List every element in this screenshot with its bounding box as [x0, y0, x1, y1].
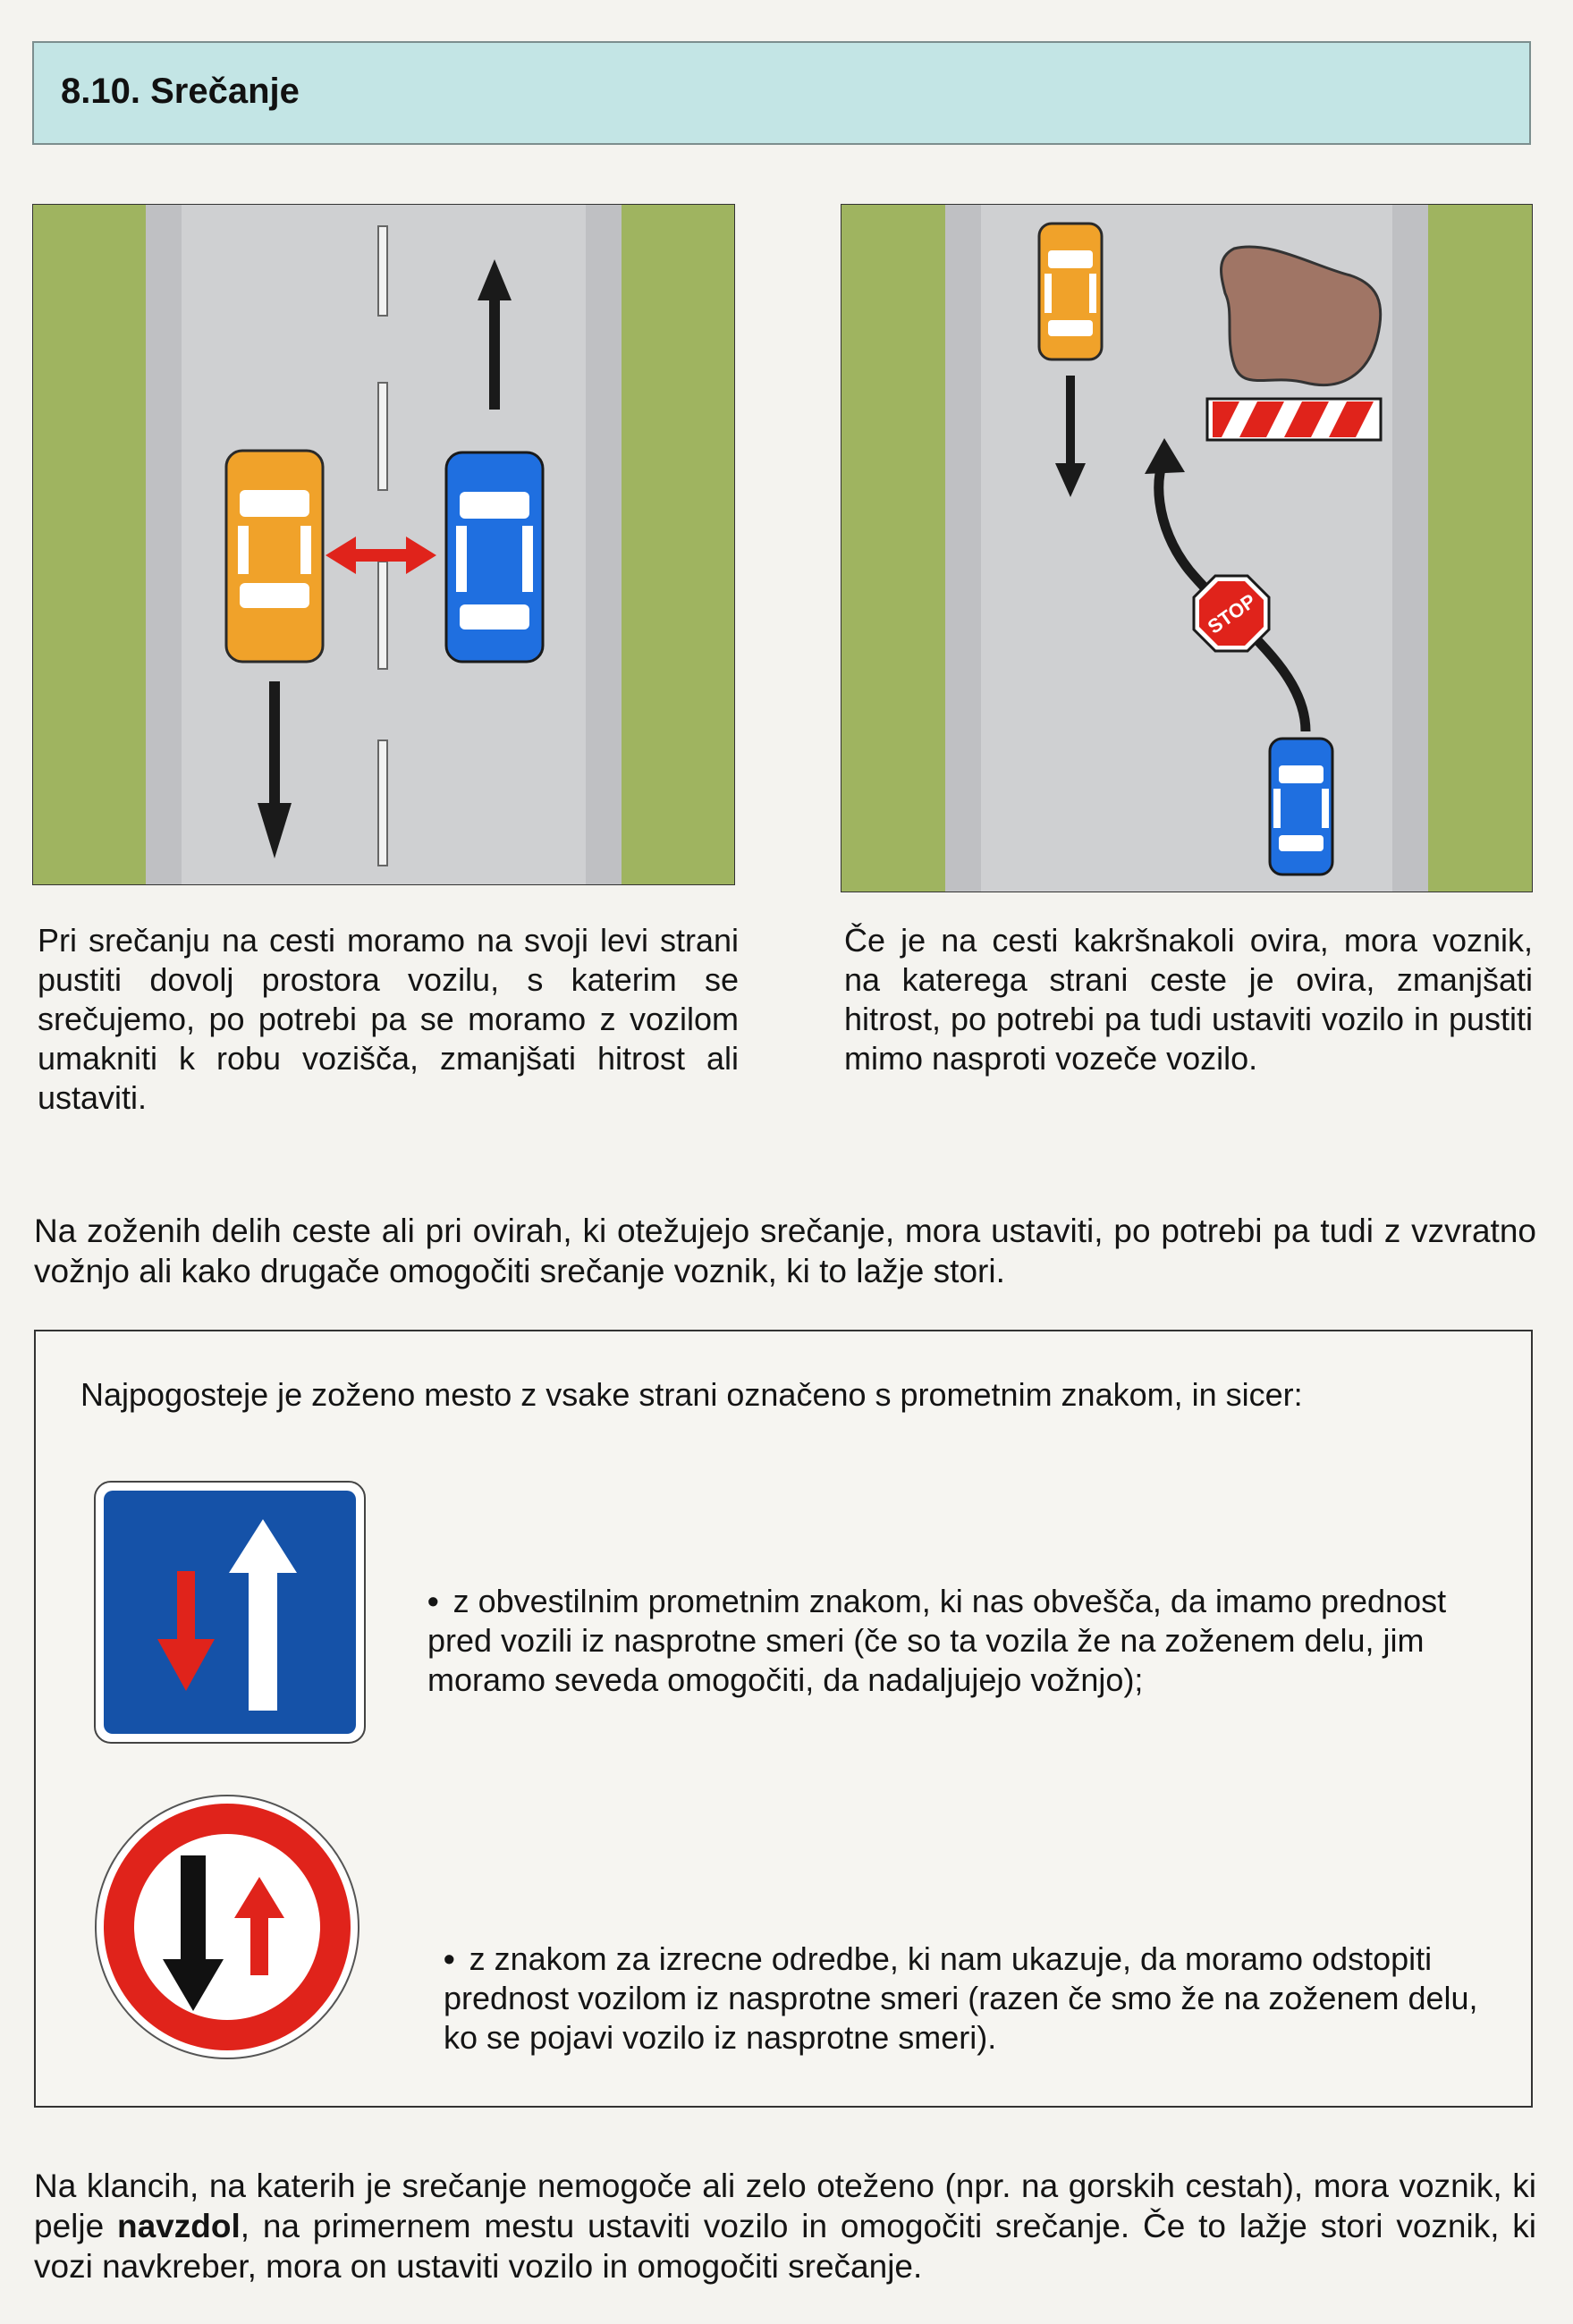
bullet-item-give-way: [444, 1939, 1481, 2058]
bullet-text-give-way: z znakom za izrecne odredbe, ki nam ukazuje, da moramo odstopiti prednost vozilom iz nasprotne smeri (razen če smo že na zoženem delu, ko se pojavi vozilo iz nasprotne smeri).: [444, 1940, 1478, 2056]
section-header: [32, 41, 1531, 145]
hills-text-bold: navzdol: [116, 2208, 241, 2244]
section-title: 8.10. Srečanje: [61, 72, 300, 111]
stop-sign-icon: [1194, 576, 1269, 651]
priority-over-oncoming-sign-icon: [93, 1480, 367, 1749]
paragraph-narrow-road: Na zoženih delih ceste ali pri ovirah, ki otežujejo srečanje, mora ustaviti, po potrebi pa tudi z vzvratno vožnjo ali kako drugače omogočiti srečanje voznik, ki to lažje stori.: [34, 1213, 1536, 1289]
stop-sign-text: STOP: [1203, 589, 1260, 638]
hills-text-start: Na klancih, na katerih je srečanje nemogoče ali zelo oteženo (npr. na gorskih cestah), mora voznik, ki pelje: [34, 2168, 1536, 2244]
bullet-dot: •: [444, 1940, 455, 1977]
orange-car: [226, 451, 323, 662]
paragraph-hills: [34, 2166, 1536, 2286]
road-obstacle-diagram: [841, 204, 1533, 892]
road-meeting-diagram: [32, 204, 735, 885]
orange-car: [1039, 224, 1102, 359]
bullet-item-priority: [427, 1582, 1483, 1700]
caption-right: Če je na cesti kakršnakoli ovira, mora voznik, na katerega strani ceste je ovira, zmanjšati hitrost, po potrebi pa tudi ustaviti vozilo in pustiti mimo nasproti vozeče vozilo.: [844, 922, 1533, 1077]
signs-box: [34, 1330, 1533, 2108]
blue-car: [1270, 739, 1332, 875]
bullet-text-priority: z obvestilnim prometnim znakom, ki nas obvešča, da imamo prednost pred vozili iz nasprotne smeri (če so ta vozila že na zoženem delu, jim moramo seveda omogočiti, da nadaljujejo vožnjo);: [427, 1583, 1447, 1698]
box-intro: Najpogosteje je zoženo mesto z vsake strani označeno s prometnim znakom, in sicer:: [80, 1376, 1303, 1413]
barrier: [1207, 399, 1381, 440]
blue-car: [446, 452, 543, 662]
caption-left: Pri srečanju na cesti moramo na svoji levi strani pustiti dovolj prostora vozilu, s katerim se srečujemo, po potrebi pa se moramo z vozilom umakniti k robu vozišča, zmanjšati hitrost ali ustaviti.: [38, 922, 739, 1116]
give-way-to-oncoming-sign-icon: [93, 1793, 361, 2066]
hills-text-end: , na primernem mestu ustaviti vozilo in omogočiti srečanje. Če to lažje stori voznik, ki vozi navkreber, mora on ustaviti vozilo in omogočiti srečanje.: [34, 2208, 1537, 2285]
bullet-dot: •: [427, 1583, 439, 1619]
